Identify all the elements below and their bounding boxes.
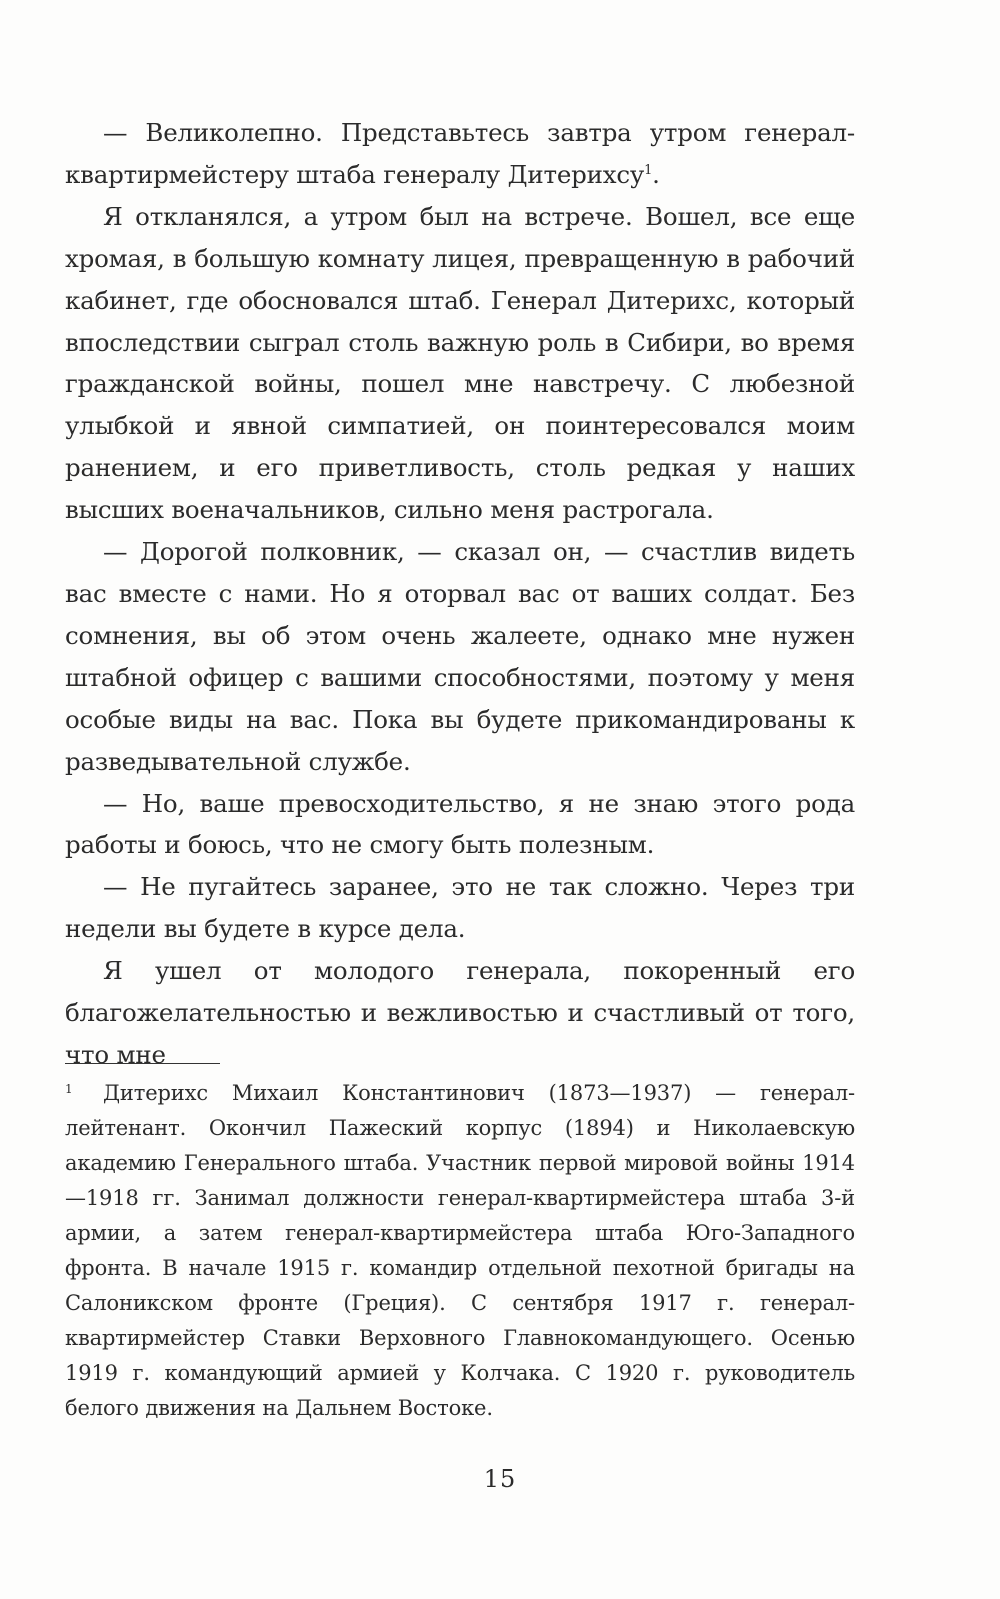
paragraph-2: Я откланялся, а утром был на встрече. Вошел, все еще хромая, в большую комнату лицея, превращенную в рабочий кабинет, где обосновался штаб. Генерал Дитерихс, который впоследствии сыграл столь важную роль в Сибири, во время гражданской войны, пошел мне навстречу. С любезной улыбкой и явной симпатией, он поинтересовался моим ранением, и его приветливость, столь редкая у наших высших военачальников, сильно меня растрогала. [65,201,855,525]
paragraph-3: — Дорогой полковник, — сказал он, — счастлив видеть вас вместе с нами. Но я оторвал вас от ваших солдат. Без сомнения, вы об этом очень жалеете, однако мне нужен штабной офицер с вашими способностями, поэтому у меня особые виды на вас. Пока вы будете прикомандированы к разведывательной службе. [65,537,855,776]
paragraph-1-end: . [652,159,660,189]
paragraph-5: — Не пугайтесь заранее, это не так сложно. Через три недели вы будете в курсе дела. [65,872,855,944]
footnote [65,1076,855,1426]
page-number: 15 [483,1465,517,1493]
paragraph-4: — Но, ваше превосходительство, я не знаю этого рода работы и боюсь, что не смогу быть полезным. [65,788,855,860]
paragraph-6: Я ушел от молодого генерала, покоренный его благожелательностью и вежливостью и счастливый от того, что мне [65,956,855,1069]
main-text [65,112,855,1076]
paragraph-1-text: — Великолепно. Представьтесь завтра утром генерал-квартирмейстеру штаба генералу Дитерихсу [65,118,855,189]
footnote-marker: 1 [65,1082,73,1096]
footnote-text: Дитерихс Михаил Константинович (1873—1937) — генерал-лейтенант. Окончил Пажеский корпус (1894) и Николаевскую академию Генерального штаба. Участник первой мировой войны 1914—1918 гг. Занимал должности генерал-квартирмейстера штаба 3-й армии, а затем генерал-квартирмейстера штаба Юго-Западного фронта. В начале 1915 г. командир отдельной пехотной бригады на Салоникском фронте (Греция). С сентября 1917 г. генерал-квартирмейстер Ставки Верховного Главнокомандующего. Осенью 1919 г. командующий армией у Колчака. С 1920 г. руководитель белого движения на Дальнем Востоке. [65,1081,855,1420]
footnote-divider [65,1063,220,1064]
paragraph-1 [65,112,855,196]
footnote-reference: 1 [644,162,653,178]
